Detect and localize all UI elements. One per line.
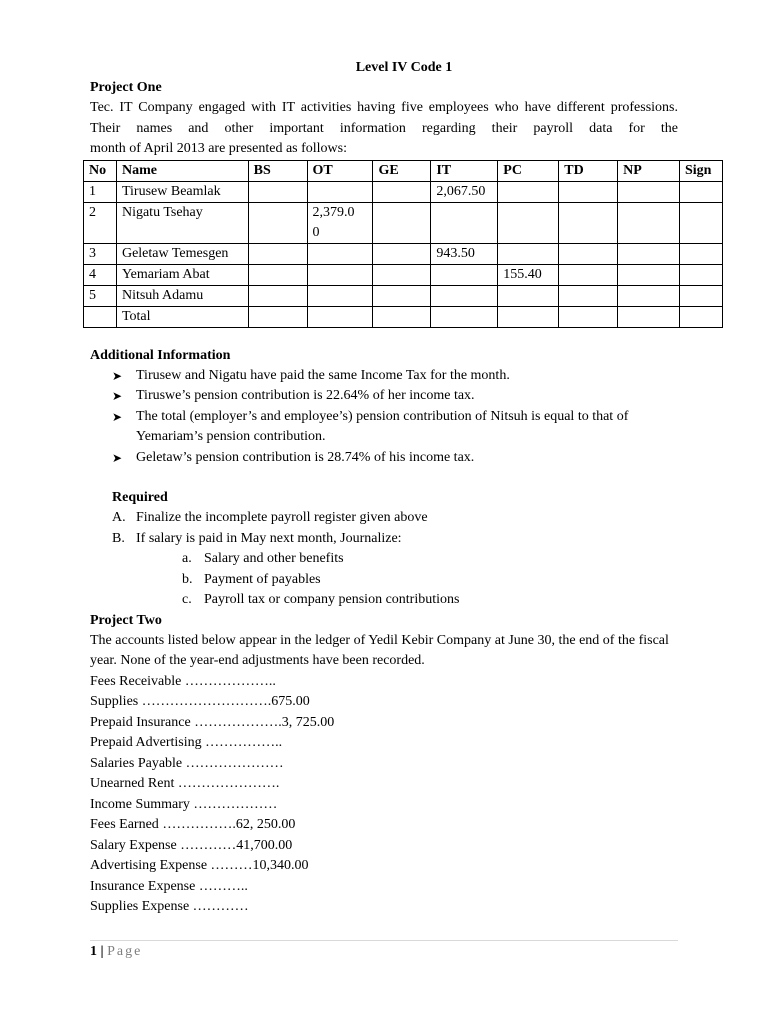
table-cell: 2,067.50 xyxy=(431,181,498,202)
table-cell xyxy=(307,306,373,327)
table-cell xyxy=(373,243,431,264)
ledger-account-value: 62, 250.00 xyxy=(235,817,296,832)
ledger-account-name: Fees Receivable xyxy=(90,673,182,689)
table-cell xyxy=(618,181,680,202)
table-cell: 2,379.0 0 xyxy=(307,202,373,243)
table-cell: 5 xyxy=(84,285,117,306)
required-list xyxy=(90,508,678,549)
table-cell xyxy=(431,306,498,327)
required-heading: Required xyxy=(112,490,168,505)
ledger-account-name: Income Summary xyxy=(90,796,190,812)
ledger-account-row xyxy=(90,856,678,877)
table-cell xyxy=(248,306,307,327)
table-cell xyxy=(679,264,722,285)
table-cell xyxy=(618,285,680,306)
project-two-intro: The accounts listed below appear in the ledger of Yedil Kebir Company at June 30, the end of the fiscal year. None of the year-end adjustments have been recorded. xyxy=(90,632,669,668)
ledger-account-dots: ………………………. xyxy=(141,694,272,709)
table-cell: Yemariam Abat xyxy=(116,264,248,285)
list-item: A. Finalize the incomplete payroll register given above xyxy=(112,510,428,525)
table-cell xyxy=(307,243,373,264)
table-cell xyxy=(431,202,498,243)
sub-required-list xyxy=(90,549,678,611)
ledger-account-name: Prepaid Insurance xyxy=(90,714,191,730)
table-cell xyxy=(248,243,307,264)
arrow-bullet-icon: ➤ xyxy=(112,389,123,403)
table-cell xyxy=(559,264,618,285)
list-item: b. Payment of payables xyxy=(182,571,321,587)
col-header-td: TD xyxy=(559,160,618,181)
table-cell: Nitsuh Adamu xyxy=(116,285,248,306)
table-cell xyxy=(373,306,431,327)
table-cell xyxy=(559,306,618,327)
ledger-account-dots: ……….. xyxy=(198,878,248,894)
table-cell xyxy=(248,202,307,243)
ledger-account-value: 675.00 xyxy=(271,694,310,709)
ledger-account-value: 10,340.00 xyxy=(252,858,309,873)
list-item: a. Salary and other benefits xyxy=(182,551,344,566)
col-header-sign: Sign xyxy=(679,160,722,181)
table-cell xyxy=(618,243,680,264)
document-title: Level IV Code 1 xyxy=(355,60,453,75)
table-cell xyxy=(307,181,373,202)
col-header-pc: PC xyxy=(498,160,559,181)
table-cell xyxy=(498,202,559,243)
table-cell xyxy=(84,306,117,327)
payroll-body xyxy=(84,181,723,327)
ledger-account-name: Insurance Expense xyxy=(90,878,196,894)
table-cell xyxy=(679,181,722,202)
table-cell xyxy=(373,202,431,243)
ledger-account-name: Advertising Expense xyxy=(90,858,208,873)
ledger-account-row xyxy=(90,877,678,898)
payroll-header-row xyxy=(84,160,723,181)
ledger-accounts xyxy=(90,672,678,918)
document-page xyxy=(89,58,712,918)
list-item: ➤ Geletaw’s pension contribution is 28.74% of his income tax. xyxy=(90,448,678,469)
ledger-account-row xyxy=(90,795,678,816)
page-footer xyxy=(90,940,678,960)
table-cell: 4 xyxy=(84,264,117,285)
list-item: ➤ The total (employer’s and employee’s) pension contribution of Nitsuh is equal to that of Yemariam’s pension contribution. xyxy=(112,408,629,444)
table-cell: 3 xyxy=(84,243,117,264)
table-cell xyxy=(679,285,722,306)
table-cell: Geletaw Temesgen xyxy=(116,243,248,264)
ledger-account-row xyxy=(90,897,678,918)
ledger-account-dots: ………………… xyxy=(185,755,284,771)
table-row xyxy=(84,243,723,264)
list-item: c. Payroll tax or company pension contributions xyxy=(182,592,460,607)
ledger-account-dots: ……………….. xyxy=(184,673,276,689)
project-one-intro-last: month of April 2013 are presented as follows: xyxy=(90,141,348,156)
table-row xyxy=(84,181,723,202)
list-item: ➤ Tirusew and Nigatu have paid the same Income Tax for the month. xyxy=(90,366,678,387)
col-header-bs: BS xyxy=(248,160,307,181)
table-cell xyxy=(307,264,373,285)
col-header-it: IT xyxy=(431,160,498,181)
table-cell: Total xyxy=(116,306,248,327)
ledger-account-dots: …………….. xyxy=(205,735,283,750)
col-header-name: Name xyxy=(116,160,248,181)
col-header-ge: GE xyxy=(373,160,431,181)
ledger-account-name: Salaries Payable xyxy=(90,755,183,771)
table-cell xyxy=(559,202,618,243)
table-cell: 1 xyxy=(84,181,117,202)
table-cell: Nigatu Tsehay xyxy=(116,202,248,243)
additional-info-list xyxy=(90,366,678,469)
additional-info-heading: Additional Information xyxy=(90,347,231,363)
table-cell xyxy=(618,202,680,243)
ledger-account-row xyxy=(90,672,678,693)
ledger-account-name: Supplies Expense xyxy=(90,899,190,914)
ledger-account-dots: ………… xyxy=(192,899,249,914)
table-cell: Tirusew Beamlak xyxy=(116,181,248,202)
ledger-account-name: Prepaid Advertising xyxy=(90,735,202,750)
col-header-np: NP xyxy=(618,160,680,181)
arrow-bullet-icon: ➤ xyxy=(112,409,123,424)
payroll-table xyxy=(83,160,723,328)
project-two-heading: Project Two xyxy=(90,612,162,628)
col-header-ot: OT xyxy=(307,160,373,181)
table-cell xyxy=(431,285,498,306)
table-cell: 155.40 xyxy=(498,264,559,285)
table-cell xyxy=(679,306,722,327)
ledger-account-name: Unearned Rent xyxy=(90,776,175,791)
table-cell xyxy=(559,181,618,202)
table-cell xyxy=(373,181,431,202)
ledger-account-name: Supplies xyxy=(90,694,139,709)
table-cell: 943.50 xyxy=(431,243,498,264)
table-row xyxy=(84,202,723,243)
table-cell xyxy=(498,285,559,306)
table-cell xyxy=(248,285,307,306)
ledger-account-dots: ……………… xyxy=(193,796,278,812)
ledger-account-dots: ………………. xyxy=(194,714,282,730)
ledger-account-value: 3, 725.00 xyxy=(281,714,335,730)
page-word: Page xyxy=(107,944,143,959)
arrow-bullet-icon: ➤ xyxy=(112,368,123,383)
project-one-heading: Project One xyxy=(90,80,162,95)
table-cell xyxy=(498,306,559,327)
table-cell xyxy=(679,202,722,243)
col-header-no: No xyxy=(84,160,117,181)
ledger-account-name: Fees Earned xyxy=(90,817,159,832)
page-separator: | xyxy=(100,944,104,959)
table-row xyxy=(84,306,723,327)
table-cell xyxy=(618,264,680,285)
ledger-account-value: 41,700.00 xyxy=(236,837,293,853)
ledger-account-row xyxy=(90,836,678,857)
ledger-account-name: Salary Expense xyxy=(90,837,177,853)
ledger-account-row xyxy=(90,713,678,734)
table-cell xyxy=(431,264,498,285)
table-cell xyxy=(559,243,618,264)
ledger-account-dots: …………………. xyxy=(177,776,280,791)
list-item: B. If salary is paid in May next month, Journalize: xyxy=(112,530,402,546)
project-one-intro xyxy=(90,98,678,160)
table-cell xyxy=(559,285,618,306)
project-one-intro-text: Tec. IT Company engaged with IT activities having five employees who have different professions. Their names and other important information regarding their payroll data for the xyxy=(90,100,678,136)
ledger-account-row xyxy=(90,815,678,836)
table-row xyxy=(84,264,723,285)
list-item: ➤ Tiruswe’s pension contribution is 22.64% of her income tax. xyxy=(90,386,678,407)
table-cell xyxy=(307,285,373,306)
table-cell xyxy=(498,181,559,202)
table-cell xyxy=(679,243,722,264)
ledger-account-dots: ………… xyxy=(180,837,237,853)
table-cell xyxy=(498,243,559,264)
page-number: 1 xyxy=(90,944,97,959)
table-cell: 2 xyxy=(84,202,117,243)
ledger-account-row xyxy=(90,754,678,775)
ledger-account-dots: ……………. xyxy=(162,817,236,832)
arrow-bullet-icon: ➤ xyxy=(112,450,123,465)
ledger-account-dots: ……… xyxy=(210,858,253,873)
table-cell xyxy=(373,264,431,285)
ledger-account-row xyxy=(90,774,678,795)
table-cell xyxy=(248,181,307,202)
ledger-account-row xyxy=(90,692,678,713)
table-row xyxy=(84,285,723,306)
table-cell xyxy=(373,285,431,306)
table-cell xyxy=(248,264,307,285)
ledger-account-row xyxy=(90,733,678,754)
table-cell xyxy=(618,306,680,327)
